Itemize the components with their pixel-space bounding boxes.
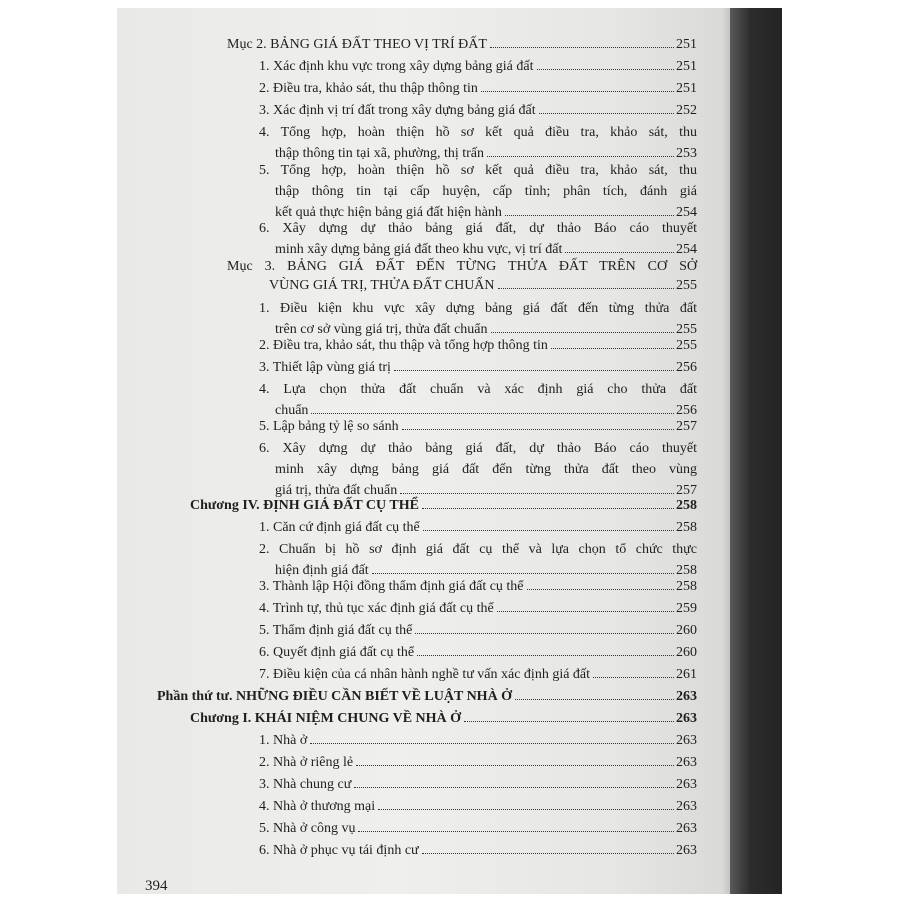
toc-entry-page: 263	[676, 733, 697, 748]
toc-entry-title: 5. Tổng hợp, hoàn thiện hồ sơ kết quả điều tra, khảo sát, thu	[259, 163, 697, 178]
toc-entry	[259, 622, 697, 639]
adjacent-page-shadow	[730, 8, 782, 894]
toc-entry	[259, 732, 697, 749]
toc-entry-title-cont: trên cơ sở vùng giá trị, thửa đất chuẩn	[275, 322, 488, 337]
toc-entry-title: 2. Nhà ở riêng lẻ	[259, 755, 354, 770]
toc-entry-title: Chương IV. ĐỊNH GIÁ ĐẤT CỤ THỂ	[190, 498, 419, 513]
toc-entry	[259, 220, 697, 258]
toc-entry-page: 263	[676, 777, 697, 792]
toc-entry-title: 1. Điều kiện khu vực xây dựng bảng giá đất đến từng thửa đất	[259, 301, 697, 316]
toc-entry	[259, 80, 697, 97]
toc-entry-page: 251	[676, 59, 697, 74]
toc-entry-title: 4. Tổng hợp, hoàn thiện hồ sơ kết quả điều tra, khảo sát, thu	[259, 125, 697, 140]
toc-entry-page: 263	[676, 689, 697, 704]
toc-entry-title-cont: thập thông tin tại cấp huyện, cấp tỉnh; phân tích, đánh giá	[275, 184, 697, 199]
toc-entry-title: Phần thứ tư. NHỮNG ĐIỀU CẦN BIẾT VỀ LUẬT NHÀ Ở	[157, 689, 513, 704]
toc-section-muc-2	[227, 36, 697, 53]
toc-entry-page: 256	[676, 360, 697, 375]
toc-entry-page: 251	[676, 81, 697, 96]
toc-entry-page: 255	[676, 338, 697, 353]
toc-entry-page: 260	[676, 645, 697, 660]
toc-entry-page: 252	[676, 103, 697, 118]
toc-entry-page: 253	[676, 146, 697, 161]
toc-entry-title: 4. Lựa chọn thửa đất chuẩn và xác định giá cho thửa đất	[259, 382, 697, 397]
book-page	[117, 8, 737, 894]
toc-entry-title: 1. Xác định khu vực trong xây dựng bảng giá đất	[259, 59, 534, 74]
toc-entry	[259, 337, 697, 354]
toc-entry-page: 257	[676, 483, 697, 498]
toc-entry-title-cont: minh xây dựng bảng giá đất theo khu vực, vị trí đất	[275, 242, 563, 257]
toc-entry-page: 255	[676, 278, 697, 293]
toc-entry-page: 258	[676, 579, 697, 594]
toc-entry-title: 6. Xây dựng dự thảo bảng giá đất, dự thảo Báo cáo thuyết	[259, 441, 697, 456]
toc-entry	[259, 102, 697, 119]
toc-entry	[259, 440, 697, 499]
toc-entry-page: 254	[676, 242, 697, 257]
toc-entry-title: 5. Lập bảng tỷ lệ so sánh	[259, 419, 399, 434]
toc-chapter-1	[190, 710, 697, 727]
toc-entry-page: 263	[676, 755, 697, 770]
toc-entry	[259, 124, 697, 162]
toc-entry-title-cont: chuẩn	[275, 403, 309, 418]
page-number: 394	[145, 878, 168, 894]
toc-entry	[259, 644, 697, 661]
toc-entry-page: 260	[676, 623, 697, 638]
toc-entry	[259, 418, 697, 435]
toc-entry-page: 263	[676, 799, 697, 814]
toc-entry-title: 4. Nhà ở thương mại	[259, 799, 376, 814]
toc-section-muc-3	[227, 258, 697, 294]
toc-entry	[259, 842, 697, 859]
toc-entry-page: 258	[676, 520, 697, 535]
toc-entry-title: 2. Điều tra, khảo sát, thu thập và tổng hợp thông tin	[259, 338, 548, 353]
toc-entry	[259, 300, 697, 338]
toc-entry-title: 5. Nhà ở công vụ	[259, 821, 356, 836]
toc-entry-title-cont: hiện định giá đất	[275, 563, 369, 578]
toc-entry-page: 255	[676, 322, 697, 337]
toc-entry-page: 258	[676, 498, 697, 513]
toc-entry-title: 3. Nhà chung cư	[259, 777, 352, 792]
toc-entry-title: 6. Nhà ở phục vụ tái định cư	[259, 843, 419, 858]
toc-entry-title: 5. Thẩm định giá đất cụ thể	[259, 623, 413, 638]
toc-entry-title: 7. Điều kiện của cá nhân hành nghề tư vấn xác định giá đất	[259, 667, 591, 682]
toc-entry	[259, 162, 697, 221]
toc-entry-title: Mục 2. BẢNG GIÁ ĐẤT THEO VỊ TRÍ ĐẤT	[227, 37, 487, 52]
toc-chapter-4	[190, 497, 697, 514]
toc-entry	[259, 541, 697, 579]
toc-entry	[259, 798, 697, 815]
toc-entry-title: 4. Trình tự, thủ tục xác định giá đất cụ thể	[259, 601, 494, 616]
toc-entry-title: 6. Xây dựng dự thảo bảng giá đất, dự thảo Báo cáo thuyết	[259, 221, 697, 236]
toc-entry-title: 6. Quyết định giá đất cụ thể	[259, 645, 415, 660]
toc-entry-title: 3. Thành lập Hội đồng thẩm định giá đất cụ thể	[259, 579, 524, 594]
toc-entry-page: 257	[676, 419, 697, 434]
toc-entry-page: 263	[676, 711, 697, 726]
toc-entry-title-cont: minh xây dựng bảng giá đất đến từng thửa đất theo vùng	[275, 462, 697, 477]
toc-entry	[259, 519, 697, 536]
toc-entry	[259, 600, 697, 617]
toc-entry	[259, 578, 697, 595]
toc-entry	[259, 666, 697, 683]
toc-entry	[259, 381, 697, 419]
toc-entry-page: 251	[676, 37, 697, 52]
toc-entry-title: 2. Điều tra, khảo sát, thu thập thông tin	[259, 81, 478, 96]
toc-entry	[259, 776, 697, 793]
toc-entry-title-cont: kết quả thực hiện bảng giá đất hiện hành	[275, 205, 502, 220]
toc-entry-page: 258	[676, 563, 697, 578]
toc-part-4	[157, 688, 697, 705]
toc-entry-title-cont: thập thông tin tại xã, phường, thị trấn	[275, 146, 485, 161]
toc-entry-page: 261	[676, 667, 697, 682]
toc-entry-title-cont: VÙNG GIÁ TRỊ, THỬA ĐẤT CHUẨN	[269, 278, 495, 293]
toc-entry	[259, 754, 697, 771]
toc-entry-page: 254	[676, 205, 697, 220]
toc-entry-title: 1. Nhà ở	[259, 733, 308, 748]
toc-entry-page: 263	[676, 843, 697, 858]
toc-entry-title: 3. Xác định vị trí đất trong xây dựng bảng giá đất	[259, 103, 536, 118]
toc-entry	[259, 820, 697, 837]
toc-entry-title: Chương I. KHÁI NIỆM CHUNG VỀ NHÀ Ở	[190, 711, 462, 726]
toc-entry-page: 263	[676, 821, 697, 836]
toc-entry-page: 256	[676, 403, 697, 418]
toc-entry-title: 1. Căn cứ định giá đất cụ thể	[259, 520, 420, 535]
toc-entry-title: 3. Thiết lập vùng giá trị	[259, 360, 391, 375]
toc-entry-title-cont: giá trị, thửa đất chuẩn	[275, 483, 398, 498]
toc-entry-title: 2. Chuẩn bị hồ sơ định giá đất cụ thể và lựa chọn tổ chức thực	[259, 542, 697, 557]
toc-entry-title: Mục 3. BẢNG GIÁ ĐẤT ĐẾN TỪNG THỬA ĐẤT TRÊN CƠ SỞ	[227, 259, 697, 274]
toc-entry	[259, 359, 697, 376]
toc-entry	[259, 58, 697, 75]
toc-entry-page: 259	[676, 601, 697, 616]
